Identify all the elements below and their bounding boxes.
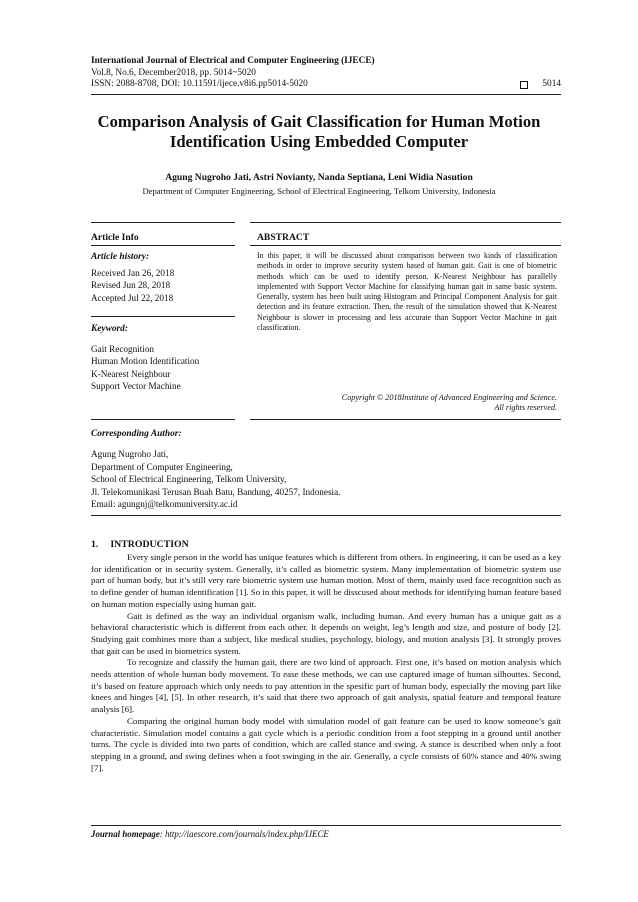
journal-issn: ISSN: 2088-8708, DOI: 10.11591/ijece.v8i6.pp5014-5020: [91, 79, 308, 89]
checkbox-square-icon: [520, 81, 528, 89]
section-title: INTRODUCTION: [110, 539, 189, 550]
copyright-notice: [257, 393, 557, 414]
journal-header: [91, 56, 561, 91]
intro-paragraph: Gait is defined as the way an individual organism walk, including human. And every human has a unique gait as a behavioral characteristic which is different from each other. It depends on weight, leg’s length and size, and posture of body [2]. Studying gait combines more than a subject, like medical studies, psychology, biology, and motion analysis [3]. It strongly proves that gait can be used in biometrics system.: [91, 610, 561, 656]
abstract-text: In this paper, it will be discussed about comparison between two kinds of classification methods in order to improve security system based of human gait. Gait is one of biometric methods which can be used to identify person. K-Nearest Neighbour has parallelly implemented with Support Vector Machine for classifying human gait in same basic system. Generally, system has been built using Histogram and Principal Component Analysis for gait detection and its feature extraction. Then, the result of the simulation showed that K-Nearest Neighbour is slower in processing and less accurate than Support Vector Machine in gait classification.: [257, 251, 557, 333]
keyword-item: Support Vector Machine: [91, 381, 181, 392]
section-number: 1.: [91, 539, 99, 550]
corresponding-email: Email: agungnj@telkomuniversity.ac.id: [91, 499, 238, 510]
keyword-item: Human Motion Identification: [91, 356, 200, 367]
corresponding-address: Jl. Telekomunikasi Terusan Buah Batu, Bandung, 40257, Indonesia.: [91, 486, 341, 497]
homepage-label: Journal homepage: [91, 829, 160, 839]
keyword-item: K-Nearest Neighbour: [91, 368, 171, 379]
corresponding-department: Department of Computer Engineering,: [91, 461, 233, 472]
abstract-top-rule: [250, 222, 561, 223]
title-line-1: Comparison Analysis of Gait Classification for Human Motion: [97, 112, 541, 131]
header-rule: [91, 94, 561, 95]
history-rule: [91, 316, 235, 317]
journal-name: International Journal of Electrical and Computer Engineering (IJECE): [91, 56, 375, 66]
history-list: [91, 267, 174, 304]
corresponding-bottom-rule: [91, 515, 561, 516]
homepage-url[interactable]: : http://iaescore.com/journals/index.php/IJECE: [159, 829, 329, 839]
corresponding-name: Agung Nugroho Jati,: [91, 449, 169, 459]
keyword-item: Gait Recognition: [91, 344, 155, 354]
history-accepted: Accepted Jul 22, 2018: [91, 292, 174, 303]
copyright-line-2: All rights reserved.: [494, 403, 557, 413]
footer-rule: [91, 825, 561, 826]
article-info-top-rule: [91, 222, 235, 223]
title-line-2: Identification Using Embedded Computer: [169, 132, 469, 151]
affiliation: Department of Computer Engineering, School of Electrical Engineering, Telkom University, Indonesia: [142, 186, 496, 196]
article-info-heading: Article Info: [91, 232, 139, 243]
introduction-heading: [91, 539, 189, 550]
intro-paragraph: To recognize and classify the human gait, there are two kind of approach. First one, it’s based on motion analysis which needs attention of whole human body movement. To ease these methods, we can use captured image of human silhouttes. Second, it’s based on feature approach which only needs to pay attention in the spesific part of human body, especially the moving part like knees and hinges [4], [5]. In other research, it’s said that there two approach of gait analysis, spatial feature and temporal feature analysis [6].: [91, 657, 561, 715]
keyword-list: [91, 343, 199, 393]
page-number: 5014: [542, 79, 561, 89]
author-list: Agung Nugroho Jati, Astri Novianty, Nanda Septiana, Leni Widia Nasution: [165, 172, 473, 183]
paper-title: [80, 112, 558, 152]
history-heading: Article history:: [91, 252, 150, 262]
page-number-box: [520, 79, 561, 91]
introduction-body: [91, 552, 561, 774]
corresponding-author-heading: Corresponding Author:: [91, 429, 182, 439]
abstract-bottom-rule: [250, 419, 561, 420]
journal-volume: Vol.8, No.6, December2018, pp. 5014~5020: [91, 67, 256, 78]
intro-paragraph: Comparing the original human body model with simulation model of gait feature can be used to know someone’s gait characteristic. Simulation model contains a gait cycle which is a periodic condition from a foot stepping in a ground until another turns. The cycle is divided into two parts of condition, which are called stance and swing. A stance is described when only a foot stepping in a ground, and swing defines when a foot swinging in the air. Generally, a cycle consists of 60% stance and 40% swing [7].: [91, 715, 561, 773]
journal-issn-row: [91, 79, 561, 91]
keyword-bottom-rule: [91, 419, 235, 420]
history-revised: Revised Jun 28, 2018: [91, 280, 171, 291]
article-info-sub-rule: [91, 245, 235, 246]
keyword-heading: Keyword:: [91, 324, 128, 334]
copyright-line-1: Copyright © 2018Institute of Advanced Engineering and Science.: [341, 393, 557, 402]
journal-homepage: [91, 829, 329, 839]
intro-paragraph: Every single person in the world has unique features which is different from others. In engineering, it can be used as a key for identification or in security system. Generally, it’s called as biometric system. Many implementation of biometric system use part of human body, but it’s still very rare biometric system use human motion. Most of them, mainly used face recognition such as to define gender of human identification [1]. So in this paper, it will be disscused about methods for identifying human feature based on human motion especially using human gait.: [91, 552, 561, 609]
abstract-sub-rule: [250, 245, 561, 246]
corresponding-author-details: [91, 448, 340, 511]
history-received: Received Jan 26, 2018: [91, 268, 175, 278]
corresponding-school: School of Electrical Engineering, Telkom University,: [91, 474, 287, 485]
abstract-heading: ABSTRACT: [257, 232, 310, 243]
